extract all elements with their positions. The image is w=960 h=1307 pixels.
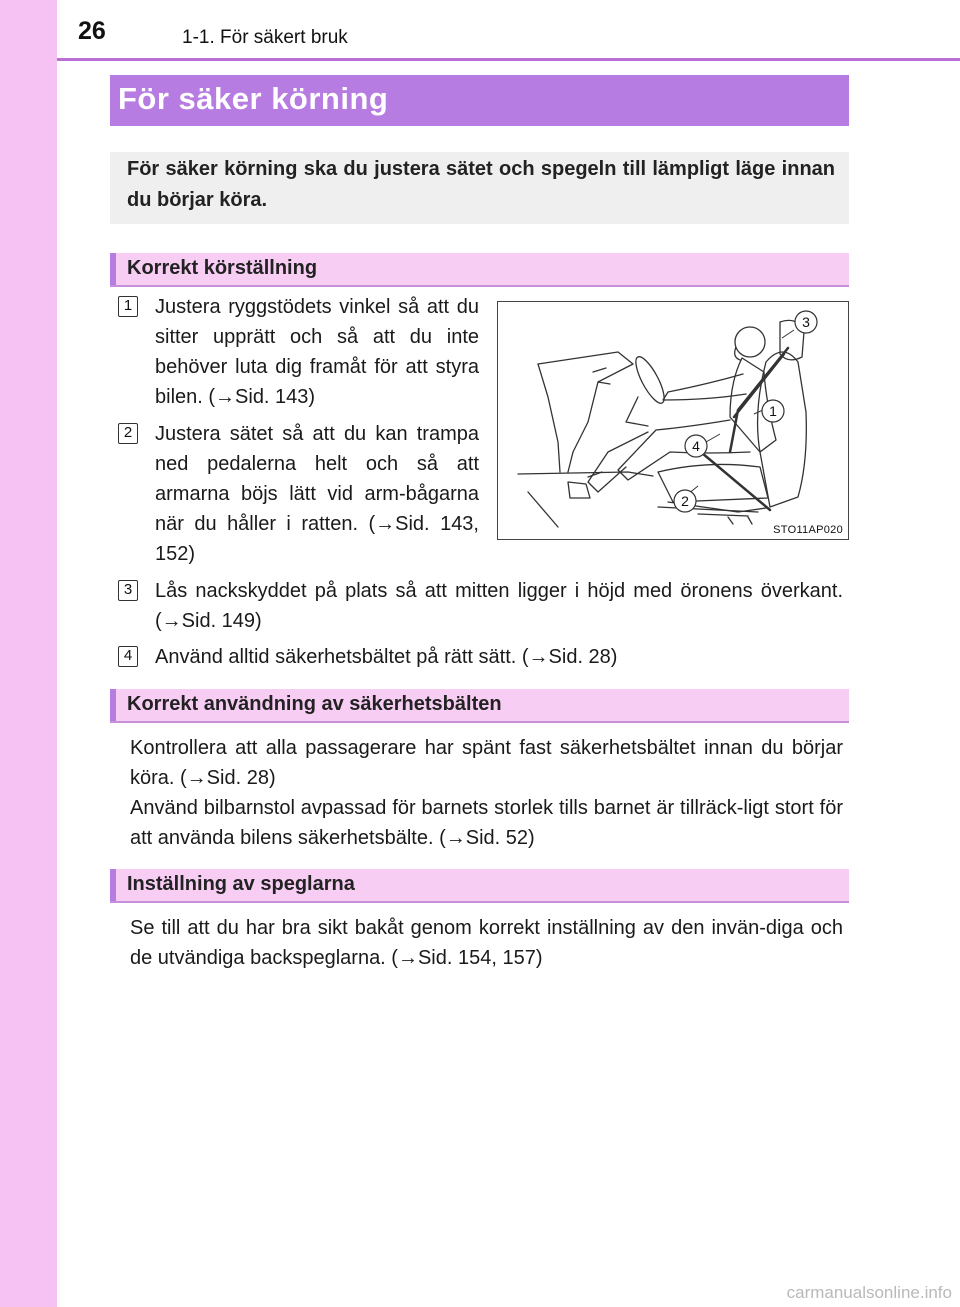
section-heading-posture-label: Korrekt körställning — [127, 257, 318, 279]
section-heading-seatbelts — [110, 689, 849, 723]
page-number: 26 — [78, 17, 106, 45]
figure-code: STO11AP020 — [773, 524, 843, 536]
callout-1: 1 — [769, 403, 777, 419]
driving-posture-figure — [497, 301, 849, 540]
posture-item-2: Justera sätet så att du kan trampa ned pedalerna helt och så att armarna böjs lätt vid arm-bågarna när du håller i ratten. (→Sid. 143, 152) — [155, 423, 479, 565]
page-title: För säker körning — [118, 81, 389, 116]
section-heading-posture — [110, 253, 849, 287]
breadcrumb: 1-1. För säkert bruk — [182, 27, 348, 48]
section-heading-mirrors-label: Inställning av speglarna — [127, 873, 355, 895]
intro-box — [110, 152, 849, 224]
seatbelts-paragraph-2: Använd bilbarnstol avpassad för barnets storlek tills barnet är tillräck-ligt stort för att använda bilens säkerhetsbälte. (→Sid. 52) — [130, 797, 843, 849]
posture-item-3: Lås nackskyddet på plats så att mitten ligger i höjd med öronens överkant. (→Sid. 149) — [155, 580, 843, 632]
item-badge-2: 2 — [118, 423, 138, 444]
callout-4: 4 — [692, 438, 700, 454]
seatbelts-paragraph-1: Kontrollera att alla passagerare har spänt fast säkerhetsbältet innan du börjar köra. (→Sid. 28) — [130, 737, 843, 789]
posture-item-4: Använd alltid säkerhetsbältet på rätt sätt. (→Sid. 28) — [155, 646, 618, 668]
callout-3: 3 — [802, 314, 810, 330]
section-heading-mirrors — [110, 869, 849, 903]
section-heading-seatbelts-label: Korrekt användning av säkerhetsbälten — [127, 693, 502, 715]
mirrors-paragraph: Se till att du har bra sikt bakåt genom korrekt inställning av den invän-diga och de utvändiga backspeglarna. (→Sid. 154, 157) — [130, 917, 843, 969]
posture-item-1: Justera ryggstödets vinkel så att du sitter upprätt och så att du inte behöver luta dig framåt för att styra bilen. (→Sid. 143) — [155, 296, 479, 408]
item-badge-1: 1 — [118, 296, 138, 317]
intro-text: För säker körning ska du justera sätet och spegeln till lämpligt läge innan du börjar köra. — [127, 158, 835, 211]
item-badge-3: 3 — [118, 580, 138, 601]
page-title-bar — [110, 75, 849, 126]
left-margin-strip — [0, 0, 57, 1307]
item-badge-4: 4 — [118, 646, 138, 667]
callout-2: 2 — [681, 493, 689, 509]
header-rule — [57, 58, 960, 61]
watermark: carmanualsonline.info — [786, 1283, 952, 1302]
driving-posture-illustration — [498, 302, 848, 539]
